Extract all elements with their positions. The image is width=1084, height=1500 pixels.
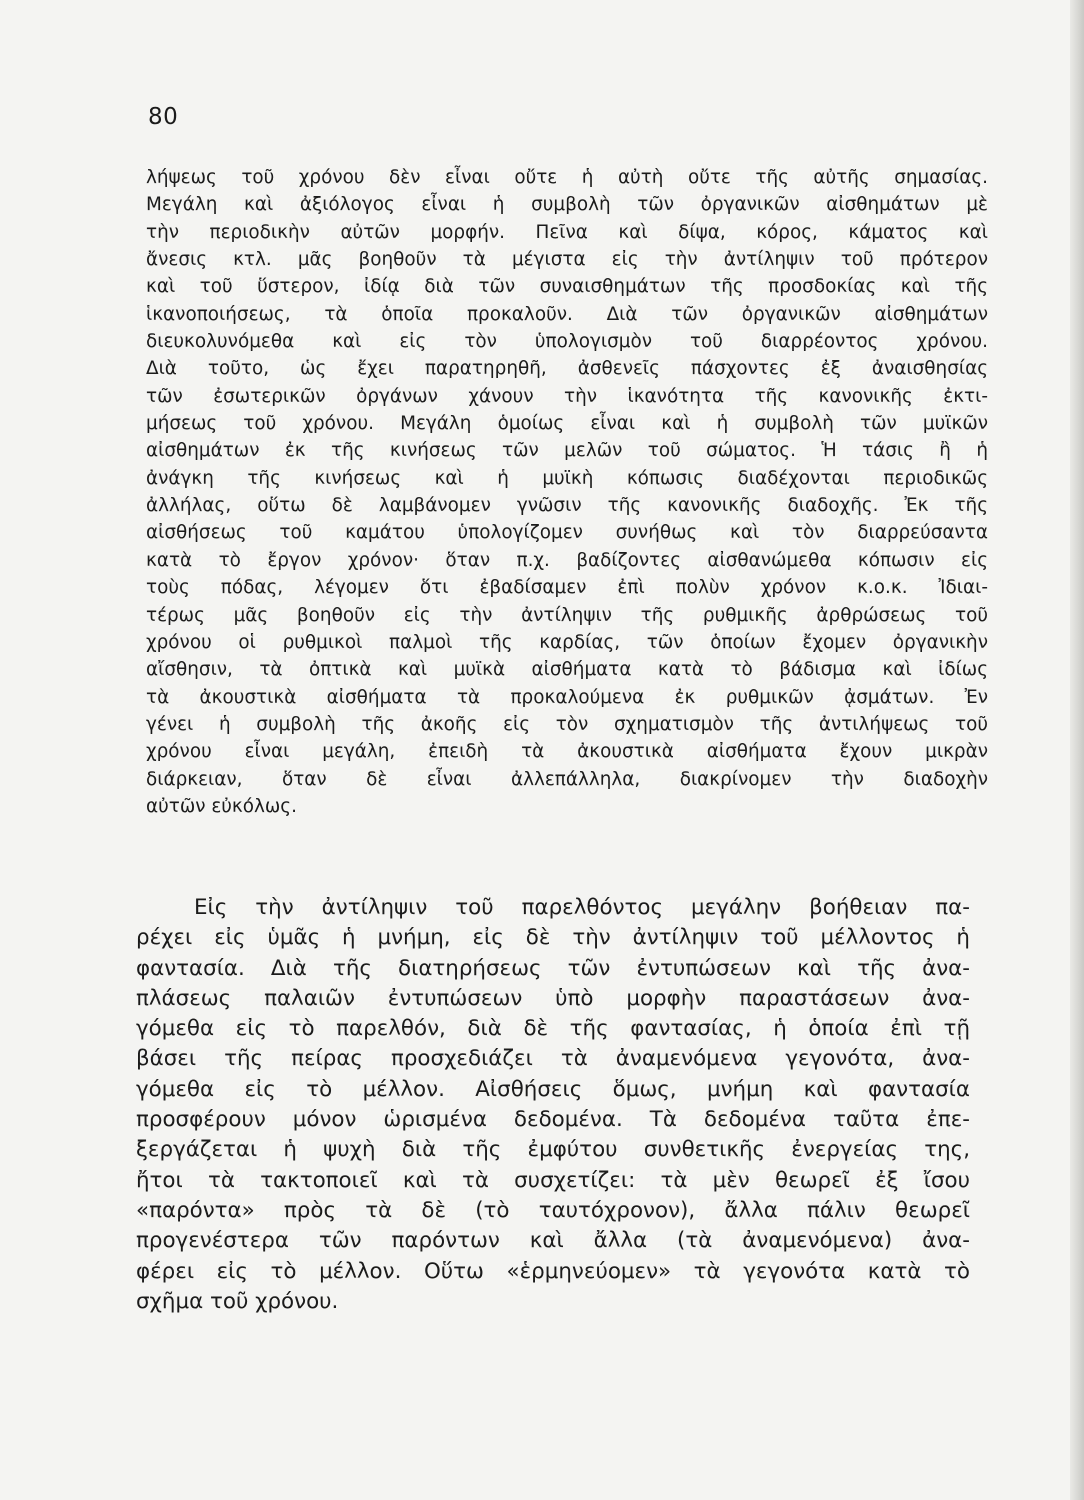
text-line: ἄνεσις κτλ. μᾶς βοηθοῦν τὰ μέγιστα εἰς τὴν ἀντίληψιν τοῦ πρότερον [146, 249, 988, 271]
text-line: βάσει τῆς πείρας προσχεδιάζει τὰ ἀναμενόμενα γεγονότα, ἀνα- [136, 1046, 970, 1072]
text-line: ἀλλήλας, οὕτω δὲ λαμβάνομεν γνῶσιν τῆς κανονικῆς διαδοχῆς. Ἐκ τῆς [146, 495, 988, 517]
text-line: προγενέστερα τῶν παρόντων καὶ ἄλλα (τὰ ἀναμενόμενα) ἀνα- [136, 1228, 970, 1254]
page-edge-shadow [1070, 0, 1084, 1500]
text-line: φαντασία. Διὰ τῆς διατηρήσεως τῶν ἐντυπώσεων καὶ τῆς ἀνα- [136, 955, 970, 981]
paragraph-small-print [146, 164, 988, 820]
text-line: ἤτοι τὰ τακτοποιεῖ καὶ τὰ συσχετίζει: τὰ μὲν θεωρεῖ ἐξ ἴσου [136, 1167, 970, 1193]
text-line: σχῆμα τοῦ χρόνου. [136, 1288, 339, 1314]
text-line: τὰ ἀκουστικὰ αἰσθήματα τὰ προκαλούμενα ἐκ ρυθμικῶν ᾀσμάτων. Ἐν [146, 686, 988, 708]
text-line: μήσεως τοῦ χρόνου. Μεγάλη ὁμοίως εἶναι καὶ ἡ συμβολὴ τῶν μυϊκῶν [146, 413, 988, 435]
text-line: Μεγάλη καὶ ἀξιόλογος εἶναι ἡ συμβολὴ τῶν ὀργανικῶν αἰσθημάτων μὲ [146, 194, 988, 216]
text-line: λήψεως τοῦ χρόνου δὲν εἶναι οὔτε ἡ αὐτὴ οὔτε τῆς αὐτῆς σημασίας. [146, 167, 988, 188]
page-number: 80 [148, 104, 179, 130]
text-line: ξεργάζεται ἡ ψυχὴ διὰ τῆς ἐμφύτου συνθετικῆς ἐνεργείας της, [136, 1137, 970, 1163]
text-line: «παρόντα» πρὸς τὰ δὲ (τὸ ταυτόχρονον), ἄλλα πάλιν θεωρεῖ [136, 1197, 970, 1223]
text-line: φέρει εἰς τὸ μέλλον. Οὕτω «ἑρμηνεύομεν» τὰ γεγονότα κατὰ τὸ [136, 1258, 970, 1284]
text-line: ἱκανοποιήσεως, τὰ ὁποῖα προκαλοῦν. Διὰ τῶν ὀργανικῶν αἰσθημάτων [146, 303, 988, 325]
text-line: γένει ἡ συμβολὴ τῆς ἀκοῆς εἰς τὸν σχηματισμὸν τῆς ἀντιλήψεως τοῦ [146, 713, 988, 735]
paragraph-large-print [136, 893, 970, 1317]
text-line: τὴν περιοδικὴν αὐτῶν μορφήν. Πεῖνα καὶ δίψα, κόρος, κάματος καὶ [146, 221, 988, 243]
text-line: αἴσθησιν, τὰ ὀπτικὰ καὶ μυϊκὰ αἰσθήματα κατὰ τὸ βάδισμα καὶ ἰδίως [146, 659, 988, 681]
text-line: πλάσεως παλαιῶν ἐντυπώσεων ὑπὸ μορφὴν παραστάσεων ἀνα- [136, 985, 970, 1011]
text-line: κατὰ τὸ ἔργον χρόνον· ὅταν π.χ. βαδίζοντες αἰσθανώμεθα κόπωσιν εἰς [146, 549, 988, 571]
text-line: χρόνου οἱ ρυθμικοὶ παλμοὶ τῆς καρδίας, τῶν ὁποίων ἔχομεν ὀργανικὴν [146, 631, 988, 653]
text-line: τέρως μᾶς βοηθοῦν εἰς τὴν ἀντίληψιν τῆς ρυθμικῆς ἀρθρώσεως τοῦ [146, 604, 988, 626]
text-line: Εἰς τὴν ἀντίληψιν τοῦ παρελθόντος μεγάλην βοήθειαν πα- [194, 895, 970, 920]
text-line: γόμεθα εἰς τὸ μέλλον. Αἰσθήσεις ὅμως, μνήμη καὶ φαντασία [136, 1076, 970, 1102]
text-line: χρόνου εἶναι μεγάλη, ἐπειδὴ τὰ ἀκουστικὰ αἰσθήματα ἔχουν μικρὰν [146, 741, 988, 763]
text-line: ρέχει εἰς ὑμᾶς ἡ μνήμη, εἰς δὲ τὴν ἀντίληψιν τοῦ μέλλοντος ἡ [136, 925, 970, 951]
text-line: αἰσθημάτων ἐκ τῆς κινήσεως τῶν μελῶν τοῦ σώματος. Ἡ τάσις ἢ ἡ [146, 440, 988, 462]
text-line: ἀνάγκη τῆς κινήσεως καὶ ἡ μυϊκὴ κόπωσις διαδέχονται περιοδικῶς [146, 467, 988, 489]
text-line: Διὰ τοῦτο, ὡς ἔχει παρατηρηθῆ, ἀσθενεῖς πάσχοντες ἐξ ἀναισθησίας [146, 358, 988, 380]
text-line: διευκολυνόμεθα καὶ εἰς τὸν ὑπολογισμὸν τοῦ διαρρέοντος χρόνου. [146, 331, 988, 353]
text-line: γόμεθα εἰς τὸ παρελθόν, διὰ δὲ τῆς φαντασίας, ἡ ὁποία ἐπὶ τῇ [136, 1016, 970, 1042]
text-line: καὶ τοῦ ὕστερον, ἰδίᾳ διὰ τῶν συναισθημάτων τῆς προσδοκίας καὶ τῆς [146, 276, 988, 298]
text-line: αὐτῶν εὐκόλως. [146, 795, 297, 817]
text-line: προσφέρουν μόνον ὡρισμένα δεδομένα. Τὰ δεδομένα ταῦτα ἐπε- [136, 1107, 970, 1133]
text-line: διάρκειαν, ὅταν δὲ εἶναι ἀλλεπάλληλα, διακρίνομεν τὴν διαδοχὴν [146, 768, 988, 790]
text-line: αἰσθήσεως τοῦ καμάτου ὑπολογίζομεν συνήθως καὶ τὸν διαρρεύσαντα [146, 522, 988, 544]
text-line: τῶν ἐσωτερικῶν ὀργάνων χάνουν τὴν ἱκανότητα τῆς κανονικῆς ἐκτι- [146, 385, 988, 407]
text-line: τοὺς πόδας, λέγομεν ὅτι ἐβαδίσαμεν ἐπὶ πολὺν χρόνον κ.ο.κ. Ἰδιαι- [146, 577, 988, 599]
